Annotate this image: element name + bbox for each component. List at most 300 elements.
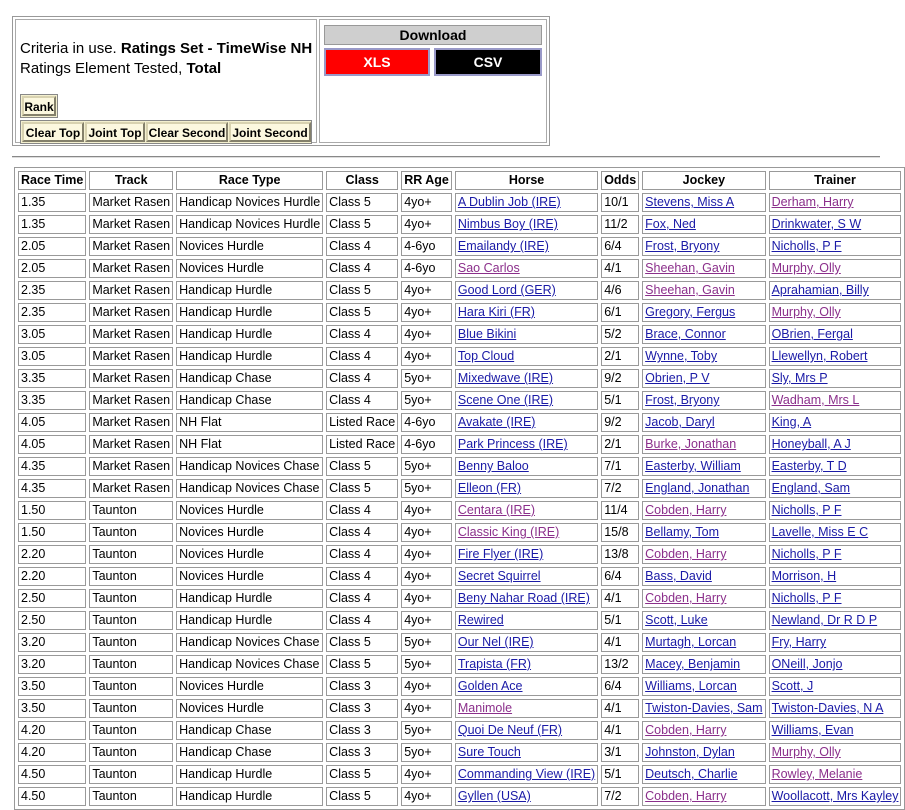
trainer-link[interactable]: Nicholls, P F xyxy=(771,239,842,253)
trainer-link[interactable]: Derham, Harry xyxy=(771,195,854,209)
race-time-cell: 2.35 xyxy=(18,303,86,322)
class-cell: Class 4 xyxy=(326,545,398,564)
rr-age-cell: 4yo+ xyxy=(401,347,452,366)
rr-age-cell: 4-6yo xyxy=(401,259,452,278)
jockey-link[interactable]: Fox, Ned xyxy=(645,217,696,231)
jockey-link[interactable]: Jacob, Daryl xyxy=(645,415,715,429)
jockey-link[interactable]: Williams, Lorcan xyxy=(645,679,737,693)
rr-age-cell: 4yo+ xyxy=(401,589,452,608)
jockey-link[interactable]: Scott, Luke xyxy=(645,613,708,627)
odds-cell: 13/8 xyxy=(601,545,639,564)
table-row xyxy=(18,633,901,652)
rr-age-cell: 5yo+ xyxy=(401,391,452,410)
class-cell: Class 4 xyxy=(326,369,398,388)
horse-link[interactable]: Avakate (IRE) xyxy=(457,415,536,429)
rr-age-cell: 4-6yo xyxy=(401,435,452,454)
track-cell: Market Rasen xyxy=(89,391,173,410)
table-header-row xyxy=(18,171,901,190)
jockey-link[interactable]: Bellamy, Tom xyxy=(645,525,720,539)
race-type-cell: Novices Hurdle xyxy=(176,567,323,586)
jockey-link[interactable]: Stevens, Miss A xyxy=(645,195,735,209)
table-row xyxy=(18,479,901,498)
rr-age-cell: 4-6yo xyxy=(401,237,452,256)
class-cell: Class 4 xyxy=(326,325,398,344)
race-time-cell: 2.20 xyxy=(18,545,86,564)
race-time-cell: 1.50 xyxy=(18,501,86,520)
race-time-cell: 4.05 xyxy=(18,435,86,454)
download-title: Download xyxy=(324,25,542,45)
trainer-link[interactable]: Easterby, T D xyxy=(771,459,847,473)
jockey-link[interactable]: Burke, Jonathan xyxy=(645,437,737,451)
rr-age-cell: 4yo+ xyxy=(401,281,452,300)
horse-link[interactable]: Blue Bikini xyxy=(457,327,517,341)
trainer-link[interactable]: Drinkwater, S W xyxy=(771,217,862,231)
horse-cell xyxy=(455,347,598,366)
horse-cell xyxy=(455,567,598,586)
csv-download-button[interactable]: CSV xyxy=(434,48,542,76)
table-row xyxy=(18,435,901,454)
horse-cell xyxy=(455,457,598,476)
jockey-cell xyxy=(642,413,765,432)
rr-age-cell: 4yo+ xyxy=(401,677,452,696)
clear-top-button[interactable]: Clear Top xyxy=(22,122,84,142)
odds-cell: 4/1 xyxy=(601,633,639,652)
horse-cell xyxy=(455,787,598,806)
horse-link[interactable]: Manimole xyxy=(457,701,513,715)
race-time-cell: 3.05 xyxy=(18,347,86,366)
odds-cell: 9/2 xyxy=(601,413,639,432)
race-time-cell: 3.05 xyxy=(18,325,86,344)
odds-cell: 7/1 xyxy=(601,457,639,476)
jockey-link[interactable]: Bass, David xyxy=(645,569,712,583)
horse-cell xyxy=(455,259,598,278)
rr-age-cell: 5yo+ xyxy=(401,479,452,498)
jockey-link[interactable]: Gregory, Fergus xyxy=(645,305,736,319)
jockey-link[interactable]: Sheehan, Gavin xyxy=(645,261,735,275)
horse-link[interactable]: Centara (IRE) xyxy=(457,503,535,517)
odds-cell: 15/8 xyxy=(601,523,639,542)
horse-cell xyxy=(455,501,598,520)
class-cell: Class 4 xyxy=(326,523,398,542)
trainer-cell xyxy=(769,655,902,674)
jockey-link[interactable]: Macey, Benjamin xyxy=(645,657,741,671)
trainer-link[interactable]: Rowley, Melanie xyxy=(771,767,863,781)
race-time-cell: 3.35 xyxy=(18,369,86,388)
trainer-link[interactable]: Twiston-Davies, N A xyxy=(771,701,884,715)
rr-age-cell: 4yo+ xyxy=(401,567,452,586)
race-type-cell: Handicap Novices Chase xyxy=(176,457,323,476)
trainer-link[interactable]: Lavelle, Miss E C xyxy=(771,525,869,539)
trainer-link[interactable]: OBrien, Fergal xyxy=(771,327,853,341)
jockey-cell xyxy=(642,589,765,608)
track-cell: Taunton xyxy=(89,567,173,586)
rr-age-cell: 4yo+ xyxy=(401,545,452,564)
horse-link[interactable]: Emailandy (IRE) xyxy=(457,239,549,253)
horse-cell xyxy=(455,435,598,454)
jockey-link[interactable]: England, Jonathan xyxy=(645,481,750,495)
jockey-cell xyxy=(642,501,765,520)
race-type-cell: Novices Hurdle xyxy=(176,677,323,696)
race-time-cell: 4.20 xyxy=(18,743,86,762)
horse-cell xyxy=(455,391,598,410)
trainer-link[interactable]: Newland, Dr R D P xyxy=(771,613,878,627)
horse-link[interactable]: Mixedwave (IRE) xyxy=(457,371,554,385)
odds-cell: 2/1 xyxy=(601,347,639,366)
xls-download-button[interactable]: XLS xyxy=(324,48,430,76)
odds-cell: 9/2 xyxy=(601,369,639,388)
criteria-ratings-set xyxy=(20,40,312,57)
trainer-link[interactable]: Wadham, Mrs L xyxy=(771,393,860,407)
horse-cell xyxy=(455,765,598,784)
race-type-cell: Novices Hurdle xyxy=(176,523,323,542)
jockey-cell xyxy=(642,611,765,630)
odds-cell: 13/2 xyxy=(601,655,639,674)
rank-button-group xyxy=(20,94,58,118)
table-row xyxy=(18,457,901,476)
race-type-cell: Handicap Hurdle xyxy=(176,765,323,784)
track-cell: Market Rasen xyxy=(89,303,173,322)
table-row xyxy=(18,391,901,410)
joint-top-button[interactable]: Joint Top xyxy=(85,122,145,142)
race-time-cell: 4.50 xyxy=(18,787,86,806)
odds-cell: 5/1 xyxy=(601,391,639,410)
track-cell: Market Rasen xyxy=(89,457,173,476)
header-horse: Horse xyxy=(455,171,598,190)
jockey-link[interactable]: Wynne, Toby xyxy=(645,349,718,363)
trainer-link[interactable]: Fry, Harry xyxy=(771,635,827,649)
trainer-link[interactable]: Sly, Mrs P xyxy=(771,371,828,385)
horse-link[interactable]: Benny Baloo xyxy=(457,459,529,473)
trainer-link[interactable]: England, Sam xyxy=(771,481,851,495)
trainer-link[interactable]: Honeyball, A J xyxy=(771,437,851,451)
race-time-cell: 2.20 xyxy=(18,567,86,586)
race-time-cell: 4.50 xyxy=(18,765,86,784)
table-row xyxy=(18,721,901,740)
race-time-cell: 4.05 xyxy=(18,413,86,432)
race-time-cell: 1.35 xyxy=(18,193,86,212)
table-row xyxy=(18,589,901,608)
race-type-cell: Handicap Chase xyxy=(176,721,323,740)
jockey-cell xyxy=(642,743,765,762)
trainer-link[interactable]: Nicholls, P F xyxy=(771,503,842,517)
race-type-cell: Handicap Novices Chase xyxy=(176,479,323,498)
odds-cell: 2/1 xyxy=(601,435,639,454)
odds-cell: 6/4 xyxy=(601,567,639,586)
jockey-link[interactable]: Cobden, Harry xyxy=(645,723,727,737)
jockey-cell xyxy=(642,325,765,344)
race-time-cell: 3.20 xyxy=(18,655,86,674)
jockey-link[interactable]: Frost, Bryony xyxy=(645,393,720,407)
track-cell: Market Rasen xyxy=(89,193,173,212)
header-rr-age: RR Age xyxy=(401,171,452,190)
odds-cell: 5/1 xyxy=(601,765,639,784)
jockey-cell xyxy=(642,655,765,674)
race-time-cell: 2.50 xyxy=(18,589,86,608)
results-table xyxy=(14,167,905,810)
horse-link[interactable]: Rewired xyxy=(457,613,504,627)
horse-link[interactable]: Nimbus Boy (IRE) xyxy=(457,217,558,231)
trainer-cell xyxy=(769,787,902,806)
track-cell: Taunton xyxy=(89,545,173,564)
table-row xyxy=(18,501,901,520)
horse-link[interactable]: Park Princess (IRE) xyxy=(457,437,568,451)
class-cell: Listed Race xyxy=(326,435,398,454)
jockey-link[interactable]: Cobden, Harry xyxy=(645,789,727,803)
horse-link[interactable]: Gyllen (USA) xyxy=(457,789,531,803)
race-type-cell: Handicap Hurdle xyxy=(176,347,323,366)
rank-button[interactable]: Rank xyxy=(22,96,56,116)
horse-link[interactable]: Good Lord (GER) xyxy=(457,283,556,297)
jockey-link[interactable]: Brace, Connor xyxy=(645,327,726,341)
trainer-link[interactable]: Woollacott, Mrs Kayley xyxy=(771,789,899,803)
race-type-cell: Handicap Novices Chase xyxy=(176,633,323,652)
horse-cell xyxy=(455,633,598,652)
horse-cell xyxy=(455,215,598,234)
trainer-link[interactable]: Aprahamian, Billy xyxy=(771,283,869,297)
race-type-cell: Handicap Novices Hurdle xyxy=(176,215,323,234)
race-type-cell: Handicap Novices Chase xyxy=(176,655,323,674)
jockey-cell xyxy=(642,281,765,300)
horse-cell xyxy=(455,237,598,256)
horse-link[interactable]: Golden Ace xyxy=(457,679,523,693)
jockey-link[interactable]: Sheehan, Gavin xyxy=(645,283,735,297)
class-cell: Class 3 xyxy=(326,721,398,740)
horse-cell xyxy=(455,611,598,630)
jockey-link[interactable]: Cobden, Harry xyxy=(645,503,727,517)
horse-link[interactable]: A Dublin Job (IRE) xyxy=(457,195,561,209)
table-row xyxy=(18,677,901,696)
header-race-time: Race Time xyxy=(18,171,86,190)
horse-cell xyxy=(455,523,598,542)
jockey-link[interactable]: Deutsch, Charlie xyxy=(645,767,738,781)
trainer-cell xyxy=(769,369,902,388)
jockey-cell xyxy=(642,523,765,542)
table-row xyxy=(18,655,901,674)
rr-age-cell: 5yo+ xyxy=(401,633,452,652)
table-row xyxy=(18,699,901,718)
criteria-element-tested xyxy=(20,60,221,77)
class-cell: Class 4 xyxy=(326,237,398,256)
rr-age-cell: 4yo+ xyxy=(401,765,452,784)
rr-age-cell: 5yo+ xyxy=(401,655,452,674)
horse-cell xyxy=(455,479,598,498)
rr-age-cell: 4yo+ xyxy=(401,215,452,234)
track-cell: Taunton xyxy=(89,677,173,696)
race-type-cell: Handicap Hurdle xyxy=(176,303,323,322)
header-track: Track xyxy=(89,171,173,190)
trainer-cell xyxy=(769,633,902,652)
class-cell: Class 4 xyxy=(326,347,398,366)
odds-cell: 7/2 xyxy=(601,479,639,498)
header-class: Class xyxy=(326,171,398,190)
track-cell: Taunton xyxy=(89,721,173,740)
odds-cell: 6/4 xyxy=(601,677,639,696)
horse-link[interactable]: Top Cloud xyxy=(457,349,515,363)
rr-age-cell: 4yo+ xyxy=(401,611,452,630)
class-cell: Class 4 xyxy=(326,391,398,410)
trainer-link[interactable]: Nicholls, P F xyxy=(771,547,842,561)
trainer-cell xyxy=(769,347,902,366)
race-time-cell: 1.35 xyxy=(18,215,86,234)
jockey-link[interactable]: Johnston, Dylan xyxy=(645,745,735,759)
trainer-cell xyxy=(769,743,902,762)
class-cell: Class 4 xyxy=(326,567,398,586)
jockey-cell xyxy=(642,391,765,410)
horse-link[interactable]: Sao Carlos xyxy=(457,261,520,275)
table-row xyxy=(18,303,901,322)
trainer-link[interactable]: Murphy, Olly xyxy=(771,261,841,275)
criteria-ratings-set-value: Ratings Set - TimeWise NH xyxy=(120,40,313,57)
jockey-link[interactable]: Murtagh, Lorcan xyxy=(645,635,737,649)
class-cell: Class 5 xyxy=(326,215,398,234)
horse-link[interactable]: Hara Kiri (FR) xyxy=(457,305,535,319)
criteria-ratings-set-label: Criteria in use. xyxy=(20,40,121,57)
jockey-link[interactable]: Obrien, P V xyxy=(645,371,710,385)
table-row xyxy=(18,611,901,630)
rr-age-cell: 4yo+ xyxy=(401,523,452,542)
class-cell: Class 3 xyxy=(326,677,398,696)
jockey-link[interactable]: Cobden, Harry xyxy=(645,591,727,605)
track-cell: Market Rasen xyxy=(89,237,173,256)
rr-age-cell: 4yo+ xyxy=(401,193,452,212)
odds-cell: 11/4 xyxy=(601,501,639,520)
trainer-cell xyxy=(769,237,902,256)
horse-cell xyxy=(455,303,598,322)
class-cell: Class 5 xyxy=(326,457,398,476)
trainer-link[interactable]: Murphy, Olly xyxy=(771,305,841,319)
race-time-cell: 3.20 xyxy=(18,633,86,652)
jockey-link[interactable]: Twiston-Davies, Sam xyxy=(645,701,763,715)
horse-cell xyxy=(455,193,598,212)
jockey-link[interactable]: Cobden, Harry xyxy=(645,547,727,561)
trainer-cell xyxy=(769,435,902,454)
section-divider xyxy=(12,156,880,158)
horse-link[interactable]: Commanding View (IRE) xyxy=(457,767,596,781)
jockey-cell xyxy=(642,193,765,212)
trainer-link[interactable]: ONeill, Jonjo xyxy=(771,657,843,671)
trainer-cell xyxy=(769,567,902,586)
horse-link[interactable]: Classic King (IRE) xyxy=(457,525,560,539)
table-row xyxy=(18,193,901,212)
trainer-cell xyxy=(769,699,902,718)
jockey-link[interactable]: Frost, Bryony xyxy=(645,239,720,253)
trainer-cell xyxy=(769,523,902,542)
criteria-panel xyxy=(12,16,550,146)
trainer-cell xyxy=(769,259,902,278)
table-row xyxy=(18,325,901,344)
jockey-cell xyxy=(642,479,765,498)
jockey-cell xyxy=(642,457,765,476)
clear-second-button[interactable]: Clear Second xyxy=(146,122,228,142)
race-time-cell: 2.05 xyxy=(18,237,86,256)
table-row xyxy=(18,215,901,234)
table-row xyxy=(18,743,901,762)
odds-cell: 4/1 xyxy=(601,721,639,740)
trainer-link[interactable]: Murphy, Olly xyxy=(771,745,841,759)
odds-cell: 3/1 xyxy=(601,743,639,762)
track-cell: Market Rasen xyxy=(89,369,173,388)
horse-link[interactable]: Our Nel (IRE) xyxy=(457,635,534,649)
jockey-cell xyxy=(642,677,765,696)
odds-cell: 4/1 xyxy=(601,259,639,278)
odds-cell: 4/1 xyxy=(601,699,639,718)
race-time-cell: 2.35 xyxy=(18,281,86,300)
header-jockey: Jockey xyxy=(642,171,765,190)
race-time-cell: 3.35 xyxy=(18,391,86,410)
horse-link[interactable]: Quoi De Neuf (FR) xyxy=(457,723,563,737)
horse-cell xyxy=(455,743,598,762)
horse-link[interactable]: Scene One (IRE) xyxy=(457,393,554,407)
horse-link[interactable]: Beny Nahar Road (IRE) xyxy=(457,591,590,605)
trainer-link[interactable]: Williams, Evan xyxy=(771,723,854,737)
jockey-cell xyxy=(642,215,765,234)
class-cell: Class 5 xyxy=(326,787,398,806)
race-type-cell: Novices Hurdle xyxy=(176,501,323,520)
trainer-cell xyxy=(769,281,902,300)
horse-link[interactable]: Fire Flyer (IRE) xyxy=(457,547,544,561)
horse-cell xyxy=(455,589,598,608)
rr-age-cell: 4yo+ xyxy=(401,787,452,806)
jockey-cell xyxy=(642,303,765,322)
race-type-cell: Novices Hurdle xyxy=(176,259,323,278)
class-cell: Class 5 xyxy=(326,765,398,784)
trainer-cell xyxy=(769,611,902,630)
race-type-cell: Novices Hurdle xyxy=(176,237,323,256)
odds-cell: 4/6 xyxy=(601,281,639,300)
class-cell: Class 5 xyxy=(326,633,398,652)
table-row xyxy=(18,765,901,784)
trainer-cell xyxy=(769,325,902,344)
table-row xyxy=(18,545,901,564)
track-cell: Market Rasen xyxy=(89,259,173,278)
table-row xyxy=(18,523,901,542)
horse-link[interactable]: Trapista (FR) xyxy=(457,657,532,671)
rr-age-cell: 5yo+ xyxy=(401,743,452,762)
trainer-link[interactable]: Llewellyn, Robert xyxy=(771,349,868,363)
table-row xyxy=(18,347,901,366)
horse-link[interactable]: Sure Touch xyxy=(457,745,521,759)
table-row xyxy=(18,413,901,432)
horse-cell xyxy=(455,655,598,674)
track-cell: Taunton xyxy=(89,523,173,542)
trainer-link[interactable]: King, A xyxy=(771,415,812,429)
trainer-cell xyxy=(769,391,902,410)
trainer-cell xyxy=(769,457,902,476)
horse-link[interactable]: Secret Squirrel xyxy=(457,569,541,583)
class-cell: Class 4 xyxy=(326,259,398,278)
table-row xyxy=(18,567,901,586)
trainer-cell xyxy=(769,413,902,432)
trainer-link[interactable]: Nicholls, P F xyxy=(771,591,842,605)
race-type-cell: Handicap Hurdle xyxy=(176,325,323,344)
race-type-cell: Handicap Chase xyxy=(176,743,323,762)
race-time-cell: 4.35 xyxy=(18,457,86,476)
jockey-link[interactable]: Easterby, William xyxy=(645,459,741,473)
joint-second-button[interactable]: Joint Second xyxy=(229,122,311,142)
trainer-link[interactable]: Scott, J xyxy=(771,679,814,693)
trainer-link[interactable]: Morrison, H xyxy=(771,569,837,583)
track-cell: Market Rasen xyxy=(89,435,173,454)
download-box xyxy=(319,19,547,143)
class-cell: Class 5 xyxy=(326,303,398,322)
sort-button-group xyxy=(20,120,312,144)
track-cell: Market Rasen xyxy=(89,413,173,432)
class-cell: Class 5 xyxy=(326,281,398,300)
race-type-cell: Handicap Novices Hurdle xyxy=(176,193,323,212)
horse-link[interactable]: Elleon (FR) xyxy=(457,481,522,495)
jockey-cell xyxy=(642,765,765,784)
trainer-cell xyxy=(769,193,902,212)
